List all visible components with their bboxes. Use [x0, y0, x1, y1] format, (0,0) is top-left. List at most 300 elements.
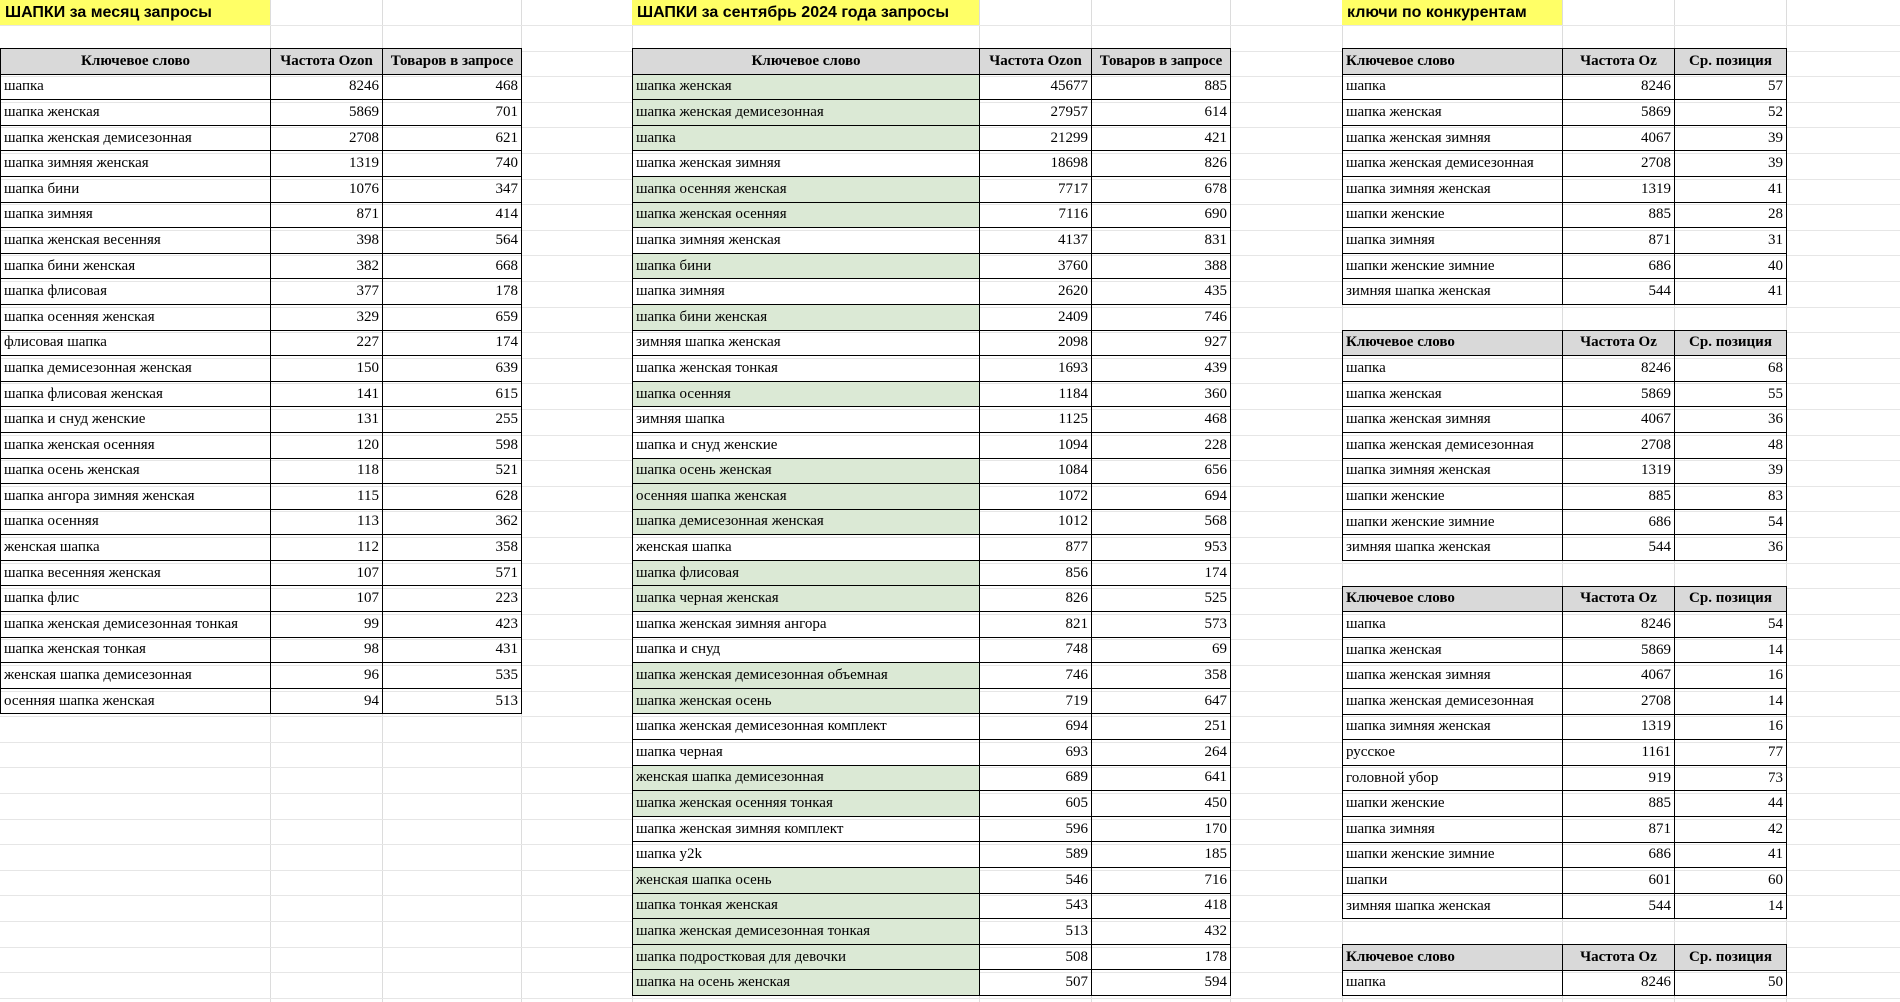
value-cell[interactable]: 571	[383, 560, 522, 586]
keyword-cell[interactable]: шапка зимняя	[1, 202, 271, 228]
keyword-cell[interactable]: женская шапка демисезонная	[633, 765, 980, 791]
keyword-cell[interactable]: шапка и снуд женские	[633, 432, 980, 458]
value-cell[interactable]: 659	[383, 304, 522, 330]
value-cell[interactable]: 639	[383, 356, 522, 382]
value-cell[interactable]: 36	[1675, 407, 1787, 433]
frequency-cell[interactable]: 546	[980, 868, 1092, 894]
value-cell[interactable]: 701	[383, 100, 522, 126]
value-cell[interactable]: 421	[1092, 125, 1231, 151]
frequency-cell[interactable]: 115	[271, 484, 383, 510]
keyword-cell[interactable]: шапки женские	[1343, 202, 1563, 228]
value-cell[interactable]: 690	[1092, 202, 1231, 228]
value-cell[interactable]: 223	[383, 586, 522, 612]
keyword-cell[interactable]: шапка подростковая для девочки	[633, 944, 980, 970]
value-cell[interactable]: 568	[1092, 509, 1231, 535]
frequency-cell[interactable]: 856	[980, 560, 1092, 586]
keyword-cell[interactable]: шапка женская весенняя	[1, 228, 271, 254]
keyword-cell[interactable]: шапка женская	[1343, 100, 1563, 126]
frequency-cell[interactable]: 693	[980, 740, 1092, 766]
frequency-cell[interactable]: 8246	[1563, 970, 1675, 996]
value-cell[interactable]: 468	[383, 74, 522, 100]
frequency-cell[interactable]: 877	[980, 535, 1092, 561]
frequency-cell[interactable]: 686	[1563, 509, 1675, 535]
keyword-cell[interactable]: шапка женская демисезонная тонкая	[1, 612, 271, 638]
value-cell[interactable]: 16	[1675, 663, 1787, 689]
frequency-cell[interactable]: 120	[271, 432, 383, 458]
keyword-cell[interactable]: шапка демисезонная женская	[633, 509, 980, 535]
value-cell[interactable]: 362	[383, 509, 522, 535]
frequency-cell[interactable]: 8246	[1563, 356, 1675, 382]
keyword-cell[interactable]: шапка женская осенняя	[633, 202, 980, 228]
keyword-cell[interactable]: зимняя шапка	[633, 407, 980, 433]
value-cell[interactable]: 927	[1092, 330, 1231, 356]
keyword-cell[interactable]: шапка бини женская	[1, 253, 271, 279]
keyword-cell[interactable]: шапка женская демисезонная комплект	[633, 714, 980, 740]
keyword-cell[interactable]: шапка женская осенняя тонкая	[633, 791, 980, 817]
keyword-cell[interactable]: шапка зимняя женская	[1343, 458, 1563, 484]
keyword-cell[interactable]: шапка бини	[1, 176, 271, 202]
frequency-cell[interactable]: 45677	[980, 74, 1092, 100]
keyword-cell[interactable]: шапка	[1343, 612, 1563, 638]
frequency-cell[interactable]: 748	[980, 637, 1092, 663]
value-cell[interactable]: 39	[1675, 458, 1787, 484]
value-cell[interactable]: 73	[1675, 765, 1787, 791]
value-cell[interactable]: 468	[1092, 407, 1231, 433]
frequency-cell[interactable]: 1076	[271, 176, 383, 202]
keyword-cell[interactable]: шапка женская осень	[633, 688, 980, 714]
frequency-cell[interactable]: 398	[271, 228, 383, 254]
keyword-cell[interactable]: шапка	[1343, 970, 1563, 996]
frequency-cell[interactable]: 694	[980, 714, 1092, 740]
keyword-cell[interactable]: шапка зимняя женская	[1, 151, 271, 177]
table-row	[1343, 176, 1787, 202]
value-cell[interactable]: 716	[1092, 868, 1231, 894]
keyword-cell[interactable]: шапка осенняя	[633, 381, 980, 407]
frequency-cell[interactable]: 719	[980, 688, 1092, 714]
keyword-cell[interactable]: шапка женская демисезонная объемная	[633, 663, 980, 689]
keyword-cell[interactable]: шапки	[1343, 868, 1563, 894]
table-row	[633, 740, 1231, 766]
value-cell[interactable]: 16	[1675, 714, 1787, 740]
value-cell[interactable]: 347	[383, 176, 522, 202]
keyword-cell[interactable]: шапка осенняя	[1, 509, 271, 535]
frequency-cell[interactable]: 589	[980, 842, 1092, 868]
value-cell[interactable]: 953	[1092, 535, 1231, 561]
value-cell[interactable]: 431	[383, 637, 522, 663]
keyword-cell[interactable]: шапка женская зимняя	[633, 151, 980, 177]
title-competitor-keys[interactable]: ключи по конкурентам	[1342, 0, 1562, 25]
frequency-cell[interactable]: 544	[1563, 279, 1675, 305]
frequency-cell[interactable]: 596	[980, 816, 1092, 842]
frequency-cell[interactable]: 27957	[980, 100, 1092, 126]
frequency-cell[interactable]: 21299	[980, 125, 1092, 151]
keyword-cell[interactable]: зимняя шапка женская	[1343, 535, 1563, 561]
frequency-cell[interactable]: 885	[1563, 484, 1675, 510]
header-keyword[interactable]: Ключевое слово	[1, 49, 271, 75]
value-cell[interactable]: 251	[1092, 714, 1231, 740]
header-frequency[interactable]: Частота Ozon	[980, 49, 1092, 75]
keyword-cell[interactable]: зимняя шапка женская	[633, 330, 980, 356]
keyword-cell[interactable]: шапка женская зимняя	[1343, 125, 1563, 151]
value-cell[interactable]: 68	[1675, 356, 1787, 382]
keyword-cell[interactable]: шапка женская тонкая	[633, 356, 980, 382]
keyword-cell[interactable]: шапки женские	[1343, 791, 1563, 817]
value-cell[interactable]: 358	[383, 535, 522, 561]
value-cell[interactable]: 60	[1675, 868, 1787, 894]
value-cell[interactable]: 594	[1092, 970, 1231, 996]
value-cell[interactable]: 178	[383, 279, 522, 305]
frequency-cell[interactable]: 2708	[1563, 151, 1675, 177]
value-cell[interactable]: 450	[1092, 791, 1231, 817]
value-cell[interactable]: 414	[383, 202, 522, 228]
value-cell[interactable]: 52	[1675, 100, 1787, 126]
value-cell[interactable]: 39	[1675, 151, 1787, 177]
frequency-cell[interactable]: 4067	[1563, 407, 1675, 433]
frequency-cell[interactable]: 7717	[980, 176, 1092, 202]
frequency-cell[interactable]: 885	[1563, 791, 1675, 817]
keyword-cell[interactable]: зимняя шапка женская	[1343, 279, 1563, 305]
value-cell[interactable]: 694	[1092, 484, 1231, 510]
value-cell[interactable]: 615	[383, 381, 522, 407]
header-frequency[interactable]: Частота Oz	[1563, 49, 1675, 75]
value-cell[interactable]: 746	[1092, 304, 1231, 330]
frequency-cell[interactable]: 1319	[271, 151, 383, 177]
keyword-cell[interactable]: женская шапка демисезонная	[1, 663, 271, 689]
keyword-cell[interactable]: осенняя шапка женская	[633, 484, 980, 510]
value-cell[interactable]: 439	[1092, 356, 1231, 382]
frequency-cell[interactable]: 605	[980, 791, 1092, 817]
frequency-cell[interactable]: 4137	[980, 228, 1092, 254]
value-cell[interactable]: 170	[1092, 816, 1231, 842]
frequency-cell[interactable]: 544	[1563, 893, 1675, 919]
frequency-cell[interactable]: 5869	[1563, 381, 1675, 407]
keyword-cell[interactable]: шапка женская зимняя ангора	[633, 612, 980, 638]
frequency-cell[interactable]: 1693	[980, 356, 1092, 382]
title-september-requests[interactable]: ШАПКИ за сентябрь 2024 года запросы	[632, 0, 979, 25]
frequency-cell[interactable]: 5869	[1563, 637, 1675, 663]
frequency-cell[interactable]: 329	[271, 304, 383, 330]
frequency-cell[interactable]: 96	[271, 663, 383, 689]
keyword-cell[interactable]: шапка осенняя женская	[633, 176, 980, 202]
header-keyword[interactable]: Ключевое слово	[1343, 49, 1563, 75]
header-frequency[interactable]: Частота Oz	[1563, 945, 1675, 971]
value-cell[interactable]: 185	[1092, 842, 1231, 868]
keyword-cell[interactable]: шапка женская демисезонная	[1, 125, 271, 151]
header-frequency[interactable]: Частота Ozon	[271, 49, 383, 75]
frequency-cell[interactable]: 4067	[1563, 125, 1675, 151]
value-cell[interactable]: 255	[383, 407, 522, 433]
header-avg-position[interactable]: Ср. позиция	[1675, 330, 1787, 356]
frequency-cell[interactable]: 513	[980, 919, 1092, 945]
keyword-cell[interactable]: женская шапка	[1, 535, 271, 561]
frequency-cell[interactable]: 2620	[980, 279, 1092, 305]
keyword-cell[interactable]: шапка	[1, 74, 271, 100]
keyword-cell[interactable]: шапка осень женская	[633, 458, 980, 484]
frequency-cell[interactable]: 1319	[1563, 458, 1675, 484]
keyword-cell[interactable]: головной убор	[1343, 765, 1563, 791]
frequency-cell[interactable]: 8246	[1563, 612, 1675, 638]
frequency-cell[interactable]: 871	[271, 202, 383, 228]
keyword-cell[interactable]: шапка женская демисезонная	[1343, 151, 1563, 177]
keyword-cell[interactable]: шапка женская	[633, 74, 980, 100]
frequency-cell[interactable]: 1319	[1563, 714, 1675, 740]
value-cell[interactable]: 388	[1092, 253, 1231, 279]
keyword-cell[interactable]: шапка женская демисезонная тонкая	[633, 919, 980, 945]
frequency-cell[interactable]: 1072	[980, 484, 1092, 510]
header-avg-position[interactable]: Ср. позиция	[1675, 945, 1787, 971]
value-cell[interactable]: 14	[1675, 893, 1787, 919]
frequency-cell[interactable]: 689	[980, 765, 1092, 791]
value-cell[interactable]: 678	[1092, 176, 1231, 202]
frequency-cell[interactable]: 118	[271, 458, 383, 484]
frequency-cell[interactable]: 2098	[980, 330, 1092, 356]
keyword-cell[interactable]: осенняя шапка женская	[1, 688, 271, 714]
value-cell[interactable]: 598	[383, 432, 522, 458]
keyword-cell[interactable]: шапка зимняя женская	[1343, 714, 1563, 740]
value-cell[interactable]: 628	[383, 484, 522, 510]
value-cell[interactable]: 50	[1675, 970, 1787, 996]
keyword-cell[interactable]: шапка женская	[1343, 637, 1563, 663]
frequency-cell[interactable]: 871	[1563, 228, 1675, 254]
value-cell[interactable]: 174	[1092, 560, 1231, 586]
value-cell[interactable]: 48	[1675, 432, 1787, 458]
keyword-cell[interactable]: шапки женские зимние	[1343, 842, 1563, 868]
keyword-cell[interactable]: шапка бини женская	[633, 304, 980, 330]
frequency-cell[interactable]: 508	[980, 944, 1092, 970]
frequency-cell[interactable]: 98	[271, 637, 383, 663]
value-cell[interactable]: 41	[1675, 176, 1787, 202]
header-keyword[interactable]: Ключевое слово	[633, 49, 980, 75]
frequency-cell[interactable]: 107	[271, 560, 383, 586]
frequency-cell[interactable]: 107	[271, 586, 383, 612]
keyword-cell[interactable]: шапка флисовая	[1, 279, 271, 305]
value-cell[interactable]: 69	[1092, 637, 1231, 663]
frequency-cell[interactable]: 544	[1563, 535, 1675, 561]
value-cell[interactable]: 178	[1092, 944, 1231, 970]
keyword-cell[interactable]: шапка зимняя женская	[1343, 176, 1563, 202]
keyword-cell[interactable]: шапка зимняя	[1343, 228, 1563, 254]
frequency-cell[interactable]: 821	[980, 612, 1092, 638]
header-keyword[interactable]: Ключевое слово	[1343, 586, 1563, 612]
frequency-cell[interactable]: 377	[271, 279, 383, 305]
value-cell[interactable]: 44	[1675, 791, 1787, 817]
frequency-cell[interactable]: 507	[980, 970, 1092, 996]
keyword-cell[interactable]: шапка женская тонкая	[1, 637, 271, 663]
keyword-cell[interactable]: зимняя шапка женская	[1343, 893, 1563, 919]
header-products[interactable]: Товаров в запросе	[383, 49, 522, 75]
value-cell[interactable]: 40	[1675, 253, 1787, 279]
header-avg-position[interactable]: Ср. позиция	[1675, 49, 1787, 75]
value-cell[interactable]: 535	[383, 663, 522, 689]
keyword-cell[interactable]: флисовая шапка	[1, 330, 271, 356]
keyword-cell[interactable]: шапка	[1343, 74, 1563, 100]
frequency-cell[interactable]: 543	[980, 893, 1092, 919]
keyword-cell[interactable]: шапка зимняя	[633, 279, 980, 305]
frequency-cell[interactable]: 686	[1563, 842, 1675, 868]
value-cell[interactable]: 435	[1092, 279, 1231, 305]
value-cell[interactable]: 55	[1675, 381, 1787, 407]
title-month-requests[interactable]: ШАПКИ за месяц запросы	[0, 0, 270, 25]
frequency-cell[interactable]: 7116	[980, 202, 1092, 228]
keyword-cell[interactable]: шапка женская осенняя	[1, 432, 271, 458]
frequency-cell[interactable]: 826	[980, 586, 1092, 612]
value-cell[interactable]: 641	[1092, 765, 1231, 791]
frequency-cell[interactable]: 113	[271, 509, 383, 535]
value-cell[interactable]: 54	[1675, 612, 1787, 638]
keyword-cell[interactable]: шапки женские зимние	[1343, 253, 1563, 279]
frequency-cell[interactable]: 1084	[980, 458, 1092, 484]
table-row	[633, 944, 1231, 970]
keyword-cell[interactable]: шапка зимняя	[1343, 816, 1563, 842]
keyword-cell[interactable]: шапка и снуд женские	[1, 407, 271, 433]
keyword-cell[interactable]: шапка	[1343, 356, 1563, 382]
frequency-cell[interactable]: 871	[1563, 816, 1675, 842]
value-cell[interactable]: 42	[1675, 816, 1787, 842]
frequency-cell[interactable]: 5869	[271, 100, 383, 126]
value-cell[interactable]: 39	[1675, 125, 1787, 151]
keyword-cell[interactable]: шапка ангора зимняя женская	[1, 484, 271, 510]
value-cell[interactable]: 83	[1675, 484, 1787, 510]
value-cell[interactable]: 573	[1092, 612, 1231, 638]
value-cell[interactable]: 57	[1675, 74, 1787, 100]
value-cell[interactable]: 41	[1675, 842, 1787, 868]
value-cell[interactable]: 668	[383, 253, 522, 279]
frequency-cell[interactable]: 686	[1563, 253, 1675, 279]
keyword-cell[interactable]: шапка женская зимняя комплект	[633, 816, 980, 842]
frequency-cell[interactable]: 8246	[1563, 74, 1675, 100]
value-cell[interactable]: 228	[1092, 432, 1231, 458]
frequency-cell[interactable]: 18698	[980, 151, 1092, 177]
keyword-cell[interactable]: шапка черная женская	[633, 586, 980, 612]
frequency-cell[interactable]: 1094	[980, 432, 1092, 458]
value-cell[interactable]: 432	[1092, 919, 1231, 945]
value-cell[interactable]: 621	[383, 125, 522, 151]
header-frequency[interactable]: Частота Oz	[1563, 586, 1675, 612]
value-cell[interactable]: 31	[1675, 228, 1787, 254]
keyword-cell[interactable]: женская шапка	[633, 535, 980, 561]
keyword-cell[interactable]: шапки женские	[1343, 484, 1563, 510]
keyword-cell[interactable]: шапка флисовая	[633, 560, 980, 586]
frequency-cell[interactable]: 94	[271, 688, 383, 714]
frequency-cell[interactable]: 1319	[1563, 176, 1675, 202]
value-cell[interactable]: 36	[1675, 535, 1787, 561]
frequency-cell[interactable]: 382	[271, 253, 383, 279]
frequency-cell[interactable]: 2409	[980, 304, 1092, 330]
value-cell[interactable]: 14	[1675, 637, 1787, 663]
keyword-cell[interactable]: шапка на осень женская	[633, 970, 980, 996]
value-cell[interactable]: 614	[1092, 100, 1231, 126]
table-row	[1343, 868, 1787, 894]
frequency-cell[interactable]: 131	[271, 407, 383, 433]
keyword-cell[interactable]: шапка черная	[633, 740, 980, 766]
frequency-cell[interactable]: 919	[1563, 765, 1675, 791]
frequency-cell[interactable]: 1125	[980, 407, 1092, 433]
value-cell[interactable]: 174	[383, 330, 522, 356]
frequency-cell[interactable]: 112	[271, 535, 383, 561]
frequency-cell[interactable]: 3760	[980, 253, 1092, 279]
frequency-cell[interactable]: 1012	[980, 509, 1092, 535]
value-cell[interactable]: 831	[1092, 228, 1231, 254]
keyword-cell[interactable]: шапка и снуд	[633, 637, 980, 663]
value-cell[interactable]: 513	[383, 688, 522, 714]
table-header-row	[633, 49, 1231, 75]
keyword-cell[interactable]: шапка женская	[1343, 381, 1563, 407]
value-cell[interactable]: 54	[1675, 509, 1787, 535]
keyword-cell[interactable]: шапка женская демисезонная	[1343, 432, 1563, 458]
header-frequency[interactable]: Частота Oz	[1563, 330, 1675, 356]
header-keyword[interactable]: Ключевое слово	[1343, 330, 1563, 356]
value-cell[interactable]: 740	[383, 151, 522, 177]
value-cell[interactable]: 264	[1092, 740, 1231, 766]
value-cell[interactable]: 77	[1675, 740, 1787, 766]
frequency-cell[interactable]: 746	[980, 663, 1092, 689]
frequency-cell[interactable]: 8246	[271, 74, 383, 100]
keyword-cell[interactable]: русское	[1343, 740, 1563, 766]
frequency-cell[interactable]: 5869	[1563, 100, 1675, 126]
keyword-cell[interactable]: шапка весенняя женская	[1, 560, 271, 586]
keyword-cell[interactable]: шапка	[633, 125, 980, 151]
frequency-cell[interactable]: 4067	[1563, 663, 1675, 689]
keyword-cell[interactable]: шапки женские зимние	[1343, 509, 1563, 535]
value-cell[interactable]: 647	[1092, 688, 1231, 714]
keyword-cell[interactable]: шапка демисезонная женская	[1, 356, 271, 382]
value-cell[interactable]: 525	[1092, 586, 1231, 612]
frequency-cell[interactable]: 141	[271, 381, 383, 407]
value-cell[interactable]: 28	[1675, 202, 1787, 228]
value-cell[interactable]: 564	[383, 228, 522, 254]
value-cell[interactable]: 885	[1092, 74, 1231, 100]
keyword-cell[interactable]: шапка женская демисезонная	[1343, 688, 1563, 714]
keyword-cell[interactable]: шапка флисовая женская	[1, 381, 271, 407]
frequency-cell[interactable]: 2708	[271, 125, 383, 151]
frequency-cell[interactable]: 99	[271, 612, 383, 638]
header-keyword[interactable]: Ключевое слово	[1343, 945, 1563, 971]
value-cell[interactable]: 358	[1092, 663, 1231, 689]
value-cell[interactable]: 423	[383, 612, 522, 638]
keyword-cell[interactable]: шапка женская зимняя	[1343, 407, 1563, 433]
keyword-cell[interactable]: шапка бини	[633, 253, 980, 279]
keyword-cell[interactable]: шапка зимняя женская	[633, 228, 980, 254]
header-products[interactable]: Товаров в запросе	[1092, 49, 1231, 75]
frequency-cell[interactable]: 2708	[1563, 688, 1675, 714]
frequency-cell[interactable]: 150	[271, 356, 383, 382]
frequency-cell[interactable]: 227	[271, 330, 383, 356]
keyword-cell[interactable]: женская шапка осень	[633, 868, 980, 894]
frequency-cell[interactable]: 601	[1563, 868, 1675, 894]
value-cell[interactable]: 521	[383, 458, 522, 484]
value-cell[interactable]: 41	[1675, 279, 1787, 305]
keyword-cell[interactable]: шапка женская зимняя	[1343, 663, 1563, 689]
value-cell[interactable]: 14	[1675, 688, 1787, 714]
table-row	[1, 100, 522, 126]
value-cell[interactable]: 826	[1092, 151, 1231, 177]
keyword-cell[interactable]: шапка осень женская	[1, 458, 271, 484]
value-cell[interactable]: 418	[1092, 893, 1231, 919]
keyword-cell[interactable]: шапка женская демисезонная	[633, 100, 980, 126]
keyword-cell[interactable]: шапка тонкая женская	[633, 893, 980, 919]
frequency-cell[interactable]: 2708	[1563, 432, 1675, 458]
header-avg-position[interactable]: Ср. позиция	[1675, 586, 1787, 612]
keyword-cell[interactable]: шапка осенняя женская	[1, 304, 271, 330]
keyword-cell[interactable]: шапка флис	[1, 586, 271, 612]
value-cell[interactable]: 360	[1092, 381, 1231, 407]
frequency-cell[interactable]: 1161	[1563, 740, 1675, 766]
keyword-cell[interactable]: шапка y2k	[633, 842, 980, 868]
value-cell[interactable]: 656	[1092, 458, 1231, 484]
frequency-cell[interactable]: 1184	[980, 381, 1092, 407]
keyword-cell[interactable]: шапка женская	[1, 100, 271, 126]
frequency-cell[interactable]: 885	[1563, 202, 1675, 228]
